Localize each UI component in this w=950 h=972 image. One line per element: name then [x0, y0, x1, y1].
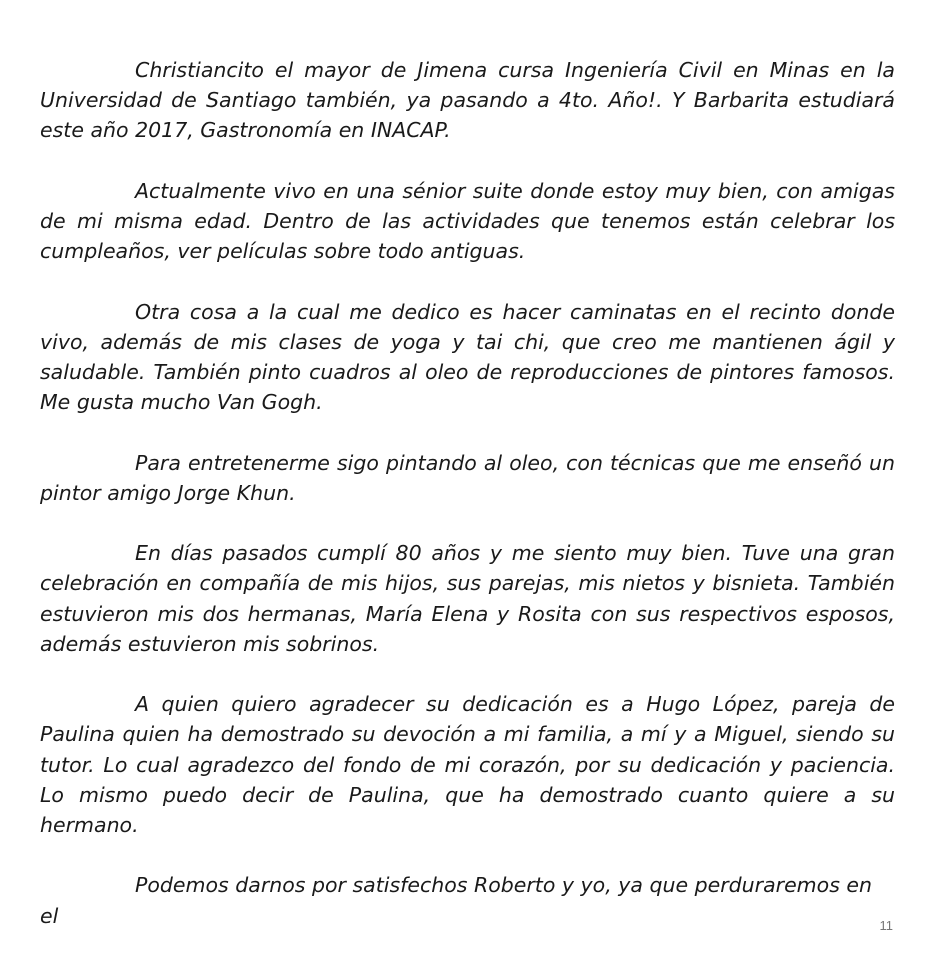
paragraph-painting: Para entretenerme sigo pintando al oleo, con técnicas que me enseñó un pintor amigo Jorge Khun.	[40, 450, 895, 505]
page-number: 11	[879, 918, 893, 933]
paragraph-activities: Otra cosa a la cual me dedico es hacer caminatas en el recinto donde vivo, además de mis clases de yoga y tai chi, que creo me mantienen ágil y saludable. También pinto cuadros al oleo de reproducciones de pintores famosos. Me gusta mucho Van Gogh.	[40, 299, 895, 415]
paragraph-gratitude: A quien quiero agradecer su dedicación es a Hugo López, pareja de Paulina quien ha demostrado su devoción a mi familia, a mí y a Miguel, siendo su tutor. Lo cual agradezco del fondo de mi corazón, por su dedicación y paciencia. Lo mismo puedo decir de Paulina, que ha demostrado cuanto quiere a su hermano.	[40, 692, 895, 837]
paragraph-birthday: En días pasados cumplí 80 años y me siento muy bien. Tuve una gran celebración en compañía de mis hijos, sus parejas, mis nietos y bisnieta. También estuvieron mis dos hermanas, María Elena y Rosita con sus respectivos esposos, además estuvieron mis sobrinos.	[40, 541, 895, 656]
body-text	[40, 55, 895, 931]
paragraph-studies: Christiancito el mayor de Jimena cursa Ingeniería Civil en Minas en la Universidad de Santiago también, ya pasando a 4to. Año!. Y Barbarita estudiará este año 2017, Gastronomía en INACAP.	[40, 58, 895, 143]
paragraph-senior-suite: Actualmente vivo en una sénior suite donde estoy muy bien, con amigas de mi misma edad. Dentro de las actividades que tenemos están celebrar los cumpleaños, ver películas sobre todo antiguas.	[40, 178, 895, 264]
paragraph-closing: Podemos darnos por satisfechos Roberto y yo, ya que perduraremos en el	[40, 873, 872, 928]
